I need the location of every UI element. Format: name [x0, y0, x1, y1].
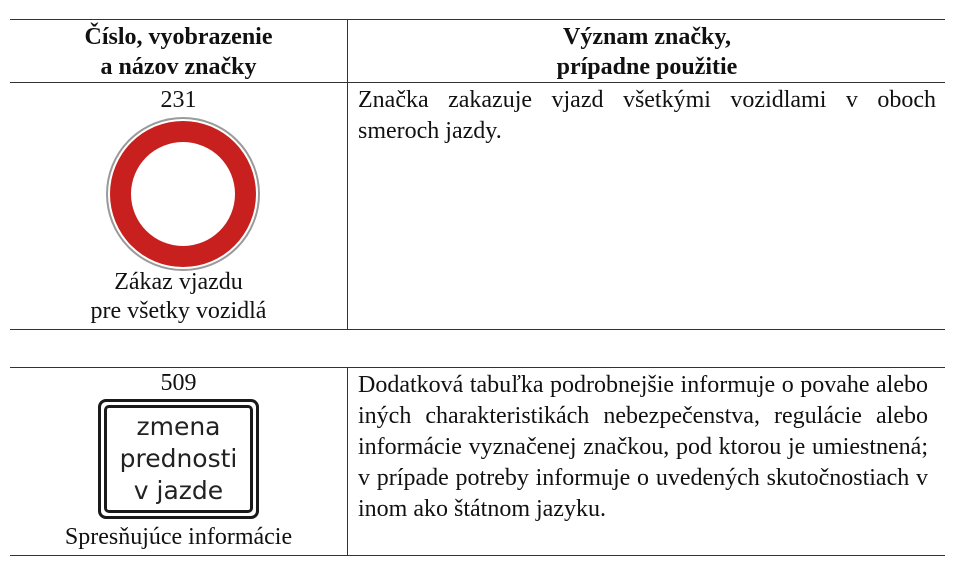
header-bottom-border [10, 82, 945, 83]
header-col-meaning-line2: prípadne použitie [556, 54, 738, 80]
supplementary-plate-icon [98, 399, 259, 519]
plate-text-line3: v jazde [133, 476, 224, 505]
table-top-border [10, 19, 945, 20]
header-col-sign-line1: Číslo, vyobrazenie [84, 24, 273, 50]
plate-text-line2: prednosti [119, 444, 238, 473]
header-col-meaning [349, 22, 945, 82]
column-divider [347, 367, 348, 556]
header-col-meaning-line1: Význam značky, [563, 24, 731, 50]
table-top-border [10, 367, 945, 368]
sign-number: 231 [160, 87, 197, 113]
sign-description: Dodatková tabuľka podrobnejšie informuje o povahe alebo iných charakteristikách nebezpečenstva, regulácie alebo informácie vyznačenej značkou, pod ktorou je umiestnená; v prípade potreby informuje o uvedených skutočnostiach v inom ako štátnom jazyku. [358, 372, 928, 522]
sign-number: 509 [160, 370, 197, 396]
no-vehicles-sign-icon [105, 116, 261, 272]
column-divider [347, 19, 348, 330]
sign-caption: Spresňujúce informácie [64, 524, 293, 550]
sign-caption-line2: pre všetky vozidlá [90, 298, 267, 324]
table-bottom-border [10, 555, 945, 556]
sign-caption-line1: Zákaz vjazdu [114, 269, 243, 295]
sign-caption [10, 268, 347, 326]
header-col-sign-line2: a názov značky [100, 54, 257, 80]
table-bottom-border [10, 329, 945, 330]
plate-text-line1: zmena [136, 412, 221, 441]
sign-description: Značka zakazuje vjazd všetkými vozidlami v oboch smeroch jazdy. [358, 87, 936, 144]
plate-inner-frame [104, 405, 253, 513]
header-col-sign [10, 22, 347, 82]
